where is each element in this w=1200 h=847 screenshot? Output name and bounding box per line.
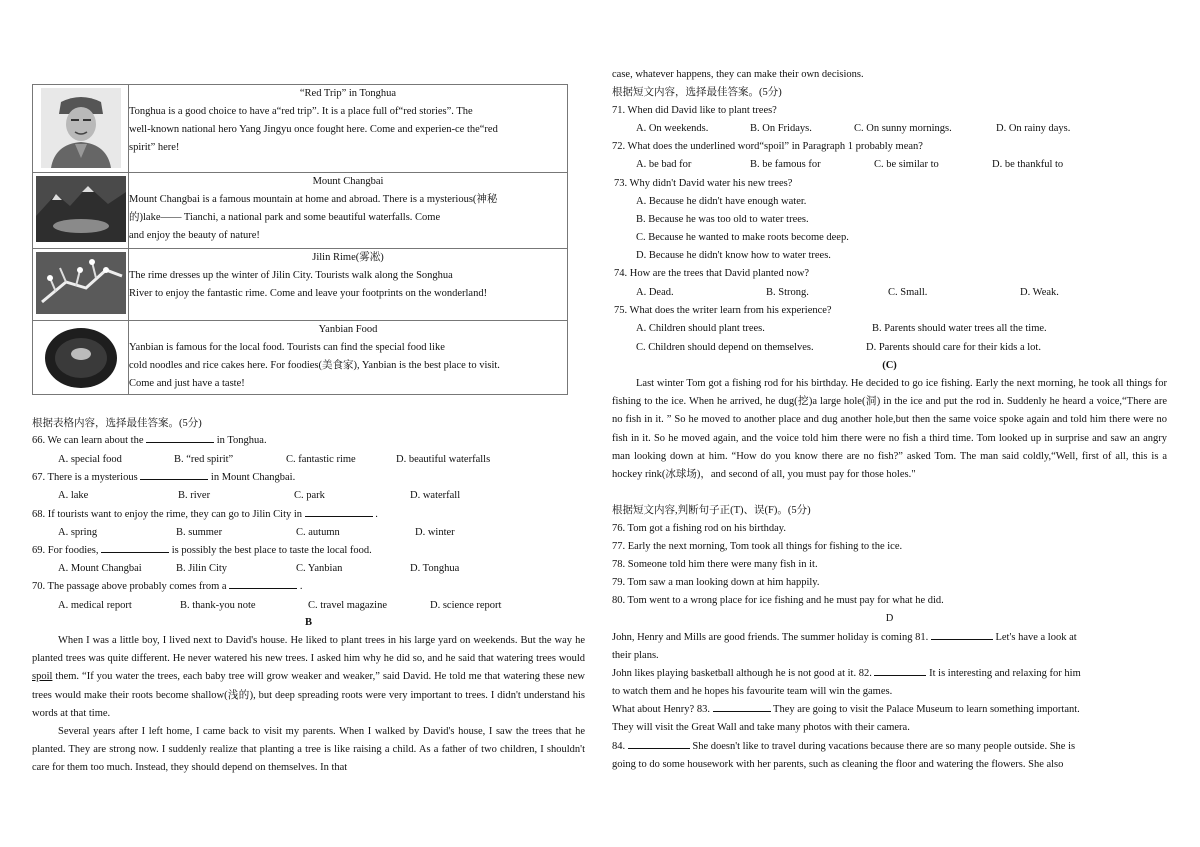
section-b-paragraph-2: Several years after I left home, I came back to visit my parents. When I walked by David's house, I saw the trees that he planted. They are strong now. I suddenly realize that planting a tree is like raising a child. As a father of two children, I shouldn't care for them too much. Instead, they should depend on themselves. In that <box>32 726 585 774</box>
q72-option-c[interactable]: C. be similar to <box>874 159 939 170</box>
q66-option-b[interactable]: B. “red spirit” <box>174 454 234 465</box>
question-73: 73. Why didn't David water his new trees? <box>614 178 793 189</box>
statement-76: 76. Tom got a fishing rod on his birthday. <box>612 523 786 534</box>
underlined-word-spoil: spoil <box>32 671 53 683</box>
q66-blank[interactable] <box>146 432 214 443</box>
section-c-passage: Last winter Tom got a fishing rod for his birthday. He decided to go ice fishing. Early the next morning, he took all things for fishing to the ice. When he arrived, he dug(挖)a large hole(洞) in the ice and put the rod in. Suddenly he heard a voice,“There are no fish in it. ” So he moved to another place and dug another hole,but then the same voice spoke again and told him there were no fish in it. So he moved again, and the voice told him there were no fish a third time. Tom looked up in surprise and saw an angry man looking down at him. “How do you know there are no fish?” asked Tom. The man said coldly,“Well, first of all, this is a hockey rink(冰球场)，and second of all, you must pay for those holes." <box>612 378 1167 481</box>
changbai-title: Mount Changbai <box>312 176 384 187</box>
q72-option-b[interactable]: B. be famous for <box>750 159 821 170</box>
changbai-line-2: 的)lake—— Tianchi, a national park and some beautiful waterfalls. Come <box>129 212 441 223</box>
statement-78: 78. Someone told him there were many fish in it. <box>612 559 818 570</box>
rime-title: Jilin Rime(雾凇) <box>312 252 384 263</box>
q75-option-a[interactable]: A. Children should plant trees. <box>636 323 765 334</box>
changbai-line-1: Mount Changbai is a famous mountain at home and abroad. There is a mysterious(神秘 <box>129 194 498 205</box>
section-c-instruction: 根据短文内容,判断句子正(T)、误(F)。(5分) <box>612 505 811 516</box>
q68-option-b[interactable]: B. summer <box>176 527 223 538</box>
statement-80: 80. Tom went to a wrong place for ice fishing and he must pay for what he did. <box>612 595 944 606</box>
section-d-line-6: They will visit the Great Wall and take many photos with their camera. <box>612 722 910 733</box>
red-trip-cell <box>129 85 568 173</box>
q74-option-d[interactable]: D. Weak. <box>1020 287 1059 298</box>
q70-option-d[interactable]: D. science report <box>430 600 502 611</box>
paragraph-2-continuation: case, whatever happens, they can make their own decisions. <box>612 69 864 80</box>
statement-77: 77. Early the next morning, Tom took all things for fishing to the ice. <box>612 541 903 552</box>
table-row <box>33 85 568 173</box>
q67-option-b[interactable]: B. river <box>178 490 211 501</box>
question-66 <box>32 432 267 450</box>
q71-option-d[interactable]: D. On rainy days. <box>996 123 1071 134</box>
blank-84[interactable] <box>628 738 690 749</box>
rime-cell <box>129 249 568 321</box>
question-71: 71. When did David like to plant trees? <box>612 105 777 116</box>
yanbian-line-3: Come and just have a taste! <box>129 378 245 389</box>
q68-blank[interactable] <box>305 506 373 517</box>
q66-text: 66. We can learn about the <box>32 435 144 446</box>
section-d-line-7 <box>612 738 1075 756</box>
q66-option-a[interactable]: A. special food <box>58 454 122 465</box>
q74-option-c[interactable]: C. Small. <box>888 287 928 298</box>
q66-option-c[interactable]: C. fantastic rime <box>286 454 356 465</box>
q66-text-end: in Tonghua. <box>216 435 267 446</box>
blank-82[interactable] <box>874 665 926 676</box>
q67-blank[interactable] <box>140 469 208 480</box>
attractions-table <box>32 84 568 395</box>
yanbian-line-2: cold noodles and rice cakes here. For foodies(美食家), Yanbian is the best place to visit. <box>129 360 500 371</box>
table-row <box>33 321 568 395</box>
photo-cell <box>33 173 129 249</box>
paragraph-1-start: When I was a little boy, I lived next to David's house. He liked to plant trees in his large yard on weekends. But the way he planted trees was quite different. He never watered his new trees. I asked him why he did so, and he said that watering trees would <box>32 635 585 665</box>
section-d-line-5 <box>612 701 1080 719</box>
d-line-1-end: Let's have a look at <box>995 632 1077 643</box>
q71-option-b[interactable]: B. On Fridays. <box>750 123 812 134</box>
q67-text: 67. There is a mysterious <box>32 472 138 483</box>
question-69 <box>32 542 372 560</box>
food-photo-icon <box>41 324 121 390</box>
q67-text-end: in Mount Changbai. <box>210 472 296 483</box>
q73-option-c[interactable]: C. Because he wanted to make roots become deep. <box>636 232 849 243</box>
section-c-heading: (C) <box>882 360 897 371</box>
q69-text-end: is possibly the best place to taste the local food. <box>171 545 372 556</box>
d-line-3-end: It is interesting and relaxing for him <box>929 668 1081 679</box>
q75-option-b[interactable]: B. Parents should water trees all the time. <box>872 323 1047 334</box>
q70-text: 70. The passage above probably comes from a <box>32 581 227 592</box>
q69-text: 69. For foodies, <box>32 545 99 556</box>
d-line-1-start: John, Henry and Mills are good friends. The summer holiday is coming 81. <box>612 632 929 643</box>
red-trip-title: “Red Trip” in Tonghua <box>299 88 397 99</box>
rime-photo-icon <box>36 252 126 314</box>
blank-83[interactable] <box>713 701 771 712</box>
red-trip-line-2: well-known national hero Yang Jingyu once fought here. Come and experien-ce the“red <box>129 124 498 135</box>
q73-option-a[interactable]: A. Because he didn't have enough water. <box>636 196 807 207</box>
table-row <box>33 249 568 321</box>
q70-option-b[interactable]: B. thank-you note <box>180 600 256 611</box>
section-d-line-3 <box>612 665 1081 683</box>
d-line-5-end: They are going to visit the Palace Museum to learn something important. <box>773 704 1080 715</box>
section-b-heading: B <box>304 617 312 628</box>
q68-option-d[interactable]: D. winter <box>415 527 455 538</box>
d-line-7-start: 84. <box>612 741 626 752</box>
section-b-paragraph-1 <box>32 632 585 723</box>
question-72: 72. What does the underlined word“spoil” in Paragraph 1 probably mean? <box>612 141 923 152</box>
q68-option-a[interactable]: A. spring <box>58 527 98 538</box>
q70-option-c[interactable]: C. travel magazine <box>308 600 388 611</box>
q66-option-d[interactable]: D. beautiful waterfalls <box>396 454 491 465</box>
photo-cell <box>33 85 129 173</box>
section-d-line-8: going to do some housework with her parents, such as cleaning the floor and watering the flowers. She also <box>612 759 1064 770</box>
mountain-photo-icon <box>36 176 126 242</box>
q69-blank[interactable] <box>101 542 169 553</box>
rime-line-2: River to enjoy the fantastic rime. Come and leave your footprints on the wonderland! <box>129 288 488 299</box>
question-70 <box>32 578 302 596</box>
d-line-7-end: She doesn't like to travel during vacations because there are so many people outside. She is <box>692 741 1076 752</box>
q68-option-c[interactable]: C. autumn <box>296 527 340 538</box>
q68-text-end: . <box>375 509 378 520</box>
q71-option-a[interactable]: A. On weekends. <box>636 123 709 134</box>
statement-79: 79. Tom saw a man looking down at him happily. <box>612 577 820 588</box>
q72-option-a[interactable]: A. be bad for <box>636 159 692 170</box>
blank-81[interactable] <box>931 629 993 640</box>
q69-option-c[interactable]: C. Yanbian <box>296 563 343 574</box>
q69-option-d[interactable]: D. Tonghua <box>410 563 460 574</box>
q75-option-c[interactable]: C. Children should depend on themselves. <box>636 342 814 353</box>
red-trip-line-3: spirit” here! <box>129 142 180 153</box>
portrait-photo-icon <box>41 88 121 168</box>
photo-cell <box>33 249 129 321</box>
section-d-line-4: to watch them and he hopes his favourite team will win the games. <box>612 686 893 697</box>
q71-option-c[interactable]: C. On sunny mornings. <box>854 123 952 134</box>
d-line-5-start: What about Henry? 83. <box>612 704 710 715</box>
q67-option-c[interactable]: C. park <box>294 490 325 501</box>
question-74: 74. How are the trees that David planted now? <box>614 268 810 279</box>
rime-line-1: The rime dresses up the winter of Jilin City. Tourists walk along the Songhua <box>129 270 453 281</box>
changbai-cell <box>129 173 568 249</box>
table-row <box>33 173 568 249</box>
q67-option-d[interactable]: D. waterfall <box>410 490 461 501</box>
red-trip-line-1: Tonghua is a good choice to have a“red trip”. It is a place full of“red stories”. The <box>129 106 473 117</box>
yanbian-title: Yanbian Food <box>318 324 378 335</box>
question-68 <box>32 506 378 524</box>
photo-cell <box>33 321 129 395</box>
changbai-line-3: and enjoy the beauty of nature! <box>129 230 260 241</box>
q74-option-b[interactable]: B. Strong. <box>766 287 809 298</box>
section-a-instruction: 根据表格内容，选择最佳答案。(5分) <box>32 418 202 429</box>
q69-option-a[interactable]: A. Mount Changbai <box>58 563 142 574</box>
q74-option-a[interactable]: A. Dead. <box>636 287 674 298</box>
q69-option-b[interactable]: B. Jilin City <box>176 563 228 574</box>
q68-text: 68. If tourists want to enjoy the rime, they can go to Jilin City in <box>32 509 303 520</box>
q72-option-d[interactable]: D. be thankful to <box>992 159 1064 170</box>
q67-option-a[interactable]: A. lake <box>58 490 89 501</box>
yanbian-cell <box>129 321 568 395</box>
section-b-instruction: 根据短文内容，选择最佳答案。(5分) <box>612 87 782 98</box>
question-67 <box>32 469 295 487</box>
q73-option-d[interactable]: D. Because he didn't know how to water trees. <box>636 250 831 261</box>
section-d-line-1 <box>612 629 1077 647</box>
q70-blank[interactable] <box>229 578 297 589</box>
d-line-3-start: John likes playing basketball although he is not good at it. 82. <box>612 668 872 679</box>
q75-option-d[interactable]: D. Parents should care for their kids a lot. <box>866 342 1041 353</box>
q73-option-b[interactable]: B. Because he was too old to water trees. <box>636 214 809 225</box>
question-75: 75. What does the writer learn from his experience? <box>614 305 832 316</box>
section-d-heading: D <box>885 613 894 624</box>
yanbian-line-1: Yanbian is famous for the local food. Tourists can find the special food like <box>129 342 445 353</box>
section-d-line-2: their plans. <box>612 650 659 661</box>
paragraph-1-end: them. “If you water the trees, each baby tree will grow weaker and weaker,” said David. He told me that watering these new trees would make their roots become shallow(浅的), but deep spreading roots were very important to trees. I didn't understand his words at that time. <box>32 671 585 719</box>
q70-option-a[interactable]: A. medical report <box>58 600 132 611</box>
q70-text-end: . <box>299 581 303 592</box>
